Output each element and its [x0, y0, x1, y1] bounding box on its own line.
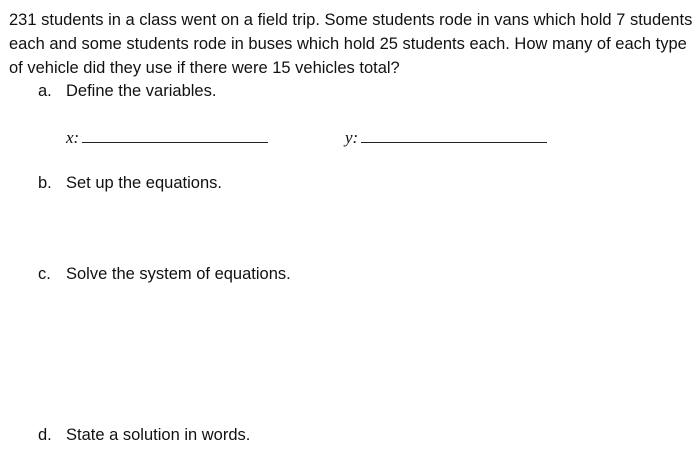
variable-y-row	[345, 128, 547, 148]
part-d-letter: d.	[38, 426, 52, 444]
part-c-text: Solve the system of equations.	[66, 265, 291, 283]
variable-y-label: y:	[345, 128, 359, 147]
part-b-letter: b.	[38, 174, 52, 192]
variable-y-blank[interactable]	[361, 128, 547, 143]
variable-x-label: x:	[66, 128, 80, 147]
part-d	[38, 424, 250, 446]
variable-x-blank[interactable]	[82, 128, 268, 143]
part-c-letter: c.	[38, 265, 51, 283]
problem-statement: 231 students in a class went on a field trip. Some students rode in vans which hold 7 students each and some students rode in buses which hold 25 students each. How many of each type of vehicle did they use if there were 15 vehicles total?	[9, 11, 693, 77]
part-b-text: Set up the equations.	[66, 174, 222, 192]
part-a	[38, 80, 216, 102]
part-c	[38, 263, 291, 285]
part-a-text: Define the variables.	[66, 82, 217, 100]
part-b	[38, 172, 222, 194]
part-a-letter: a.	[38, 82, 52, 100]
variable-x-row	[66, 128, 268, 148]
part-d-text: State a solution in words.	[66, 426, 251, 444]
